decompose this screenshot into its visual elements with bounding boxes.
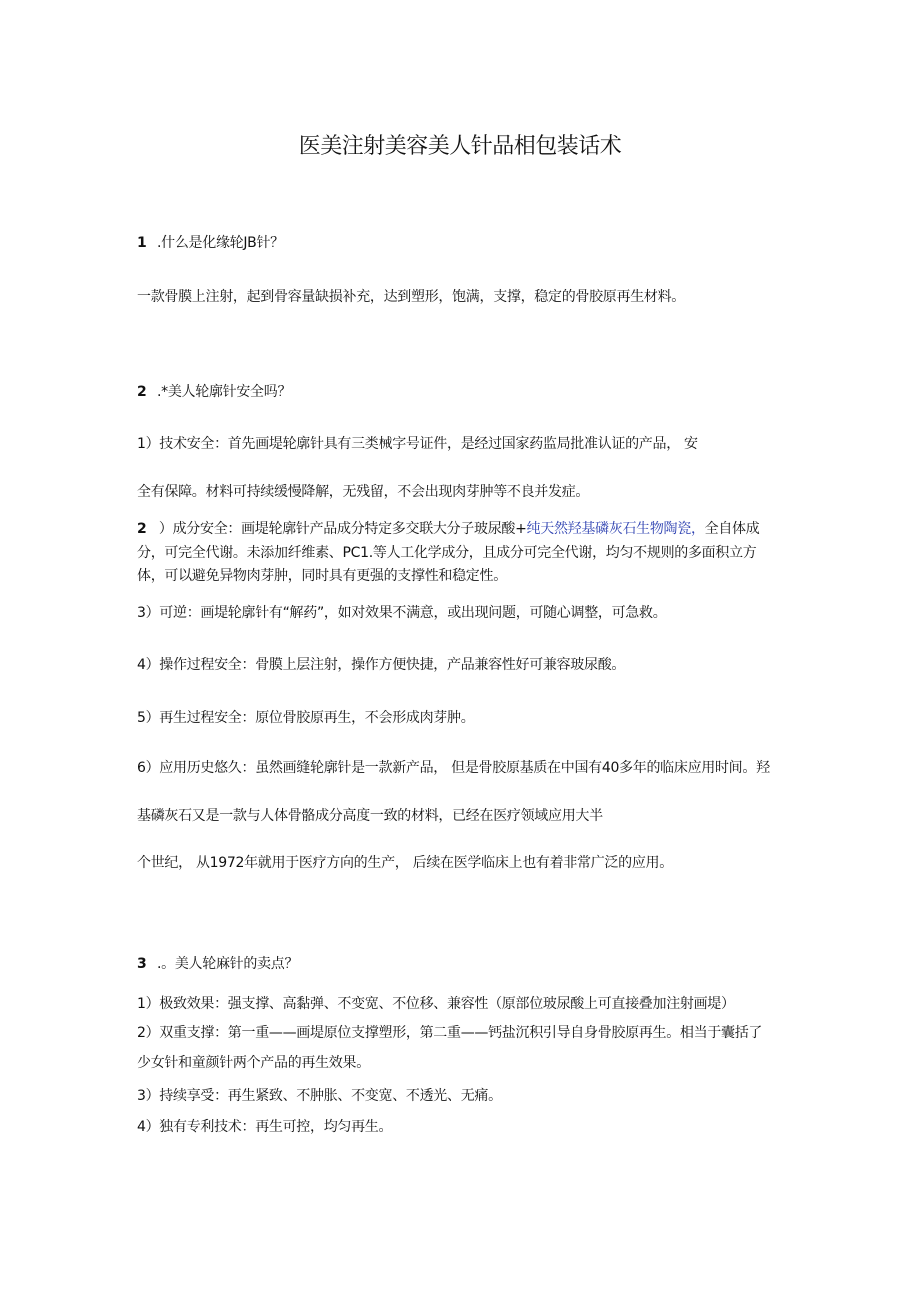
section-3-heading [137,953,298,973]
paragraph-line: 3）可逆：画堤轮廓针有“解药”，如对效果不满意，或出现问题，可随心调整，可急救。 [137,605,667,621]
item-text: ）成分安全：画堤轮廓针产品成分特定多交联大分子玻尿酸+ [158,521,527,537]
paragraph-line: 基磷灰石又是一款与人体骨骼成分高度一致的材料，已经在医疗领域应用大半 [137,808,603,824]
item-number: 2 [137,521,147,537]
paragraph-line: 1）极致效果：强支撑、高黏弹、不变宽、不位移、兼容性（原部位玻尿酸上可直接叠加注射画堤） [137,996,735,1012]
section-1-heading [137,232,284,252]
paragraph-line: 个世纪， 从1972年就用于医疗方向的生产， 后续在医学临床上也有着非常广泛的应用。 [137,855,673,871]
section-heading-text: .什么是化缘轮JB针？ [157,235,284,251]
paragraph-line-with-link [137,518,759,538]
paragraph-line: 体，可以避免异物肉芽肿，同时具有更强的支撑性和稳定性。 [137,568,507,584]
section-heading-text: .。美人轮麻针的卖点？ [157,956,299,972]
section-number: 2 [137,384,147,400]
section-number: 3 [137,956,147,972]
paragraph-line: 6）应用历史悠久：虽然画缝轮廓针是一款新产品， 但是骨胶原基质在中国有40多年的临床应用时间。羟 [137,760,770,776]
highlighted-link-text[interactable]: 纯天然羟基磷灰石生物陶瓷， [526,521,705,537]
paragraph-line: 全有保障。材料可持续缓慢降解，无残留，不会出现肉芽肿等不良并发症。 [137,484,590,500]
paragraph-line: 少女针和童颜针两个产品的再生效果。 [137,1055,370,1071]
section-2-heading [137,381,291,401]
paragraph-line: 3）持续享受：再生紧致、不肿胀、不变宽、不透光、无痛。 [137,1088,502,1104]
item-text-tail: 全自体成 [704,521,760,537]
paragraph-line: 分，可完全代谢。未添加纤维素、PC1.等人工化学成分，且成分可完全代谢，均匀不规则的多面积立方 [137,545,757,561]
section-number: 1 [137,235,147,251]
section-heading-text: .*美人轮廓针安全吗？ [157,384,292,400]
paragraph-line: 4）独有专利技术：再生可控，均匀再生。 [137,1119,393,1135]
paragraph-line: 1）技术安全：首先画堤轮廓针具有三类械字号证件，是经过国家药监局批准认证的产品， 安 [137,436,698,452]
page-title: 医美注射美容美人针品相包装话术 [298,134,622,159]
paragraph-line: 2）双重支撑：第一重——画堤原位支撑塑形，第二重——钙盐沉积引导自身骨胶原再生。相当于囊括了 [137,1025,763,1041]
paragraph-line: 5）再生过程安全：原位骨胶原再生，不会形成肉芽肿。 [137,710,475,726]
paragraph-line: 一款骨膜上注射，起到骨容量缺损补充，达到塑形，饱满，支撑，稳定的骨胶原再生材料。 [137,289,685,305]
paragraph-line: 4）操作过程安全：骨膜上层注射，操作方便快捷，产品兼容性好可兼容玻尿酸。 [137,657,626,673]
